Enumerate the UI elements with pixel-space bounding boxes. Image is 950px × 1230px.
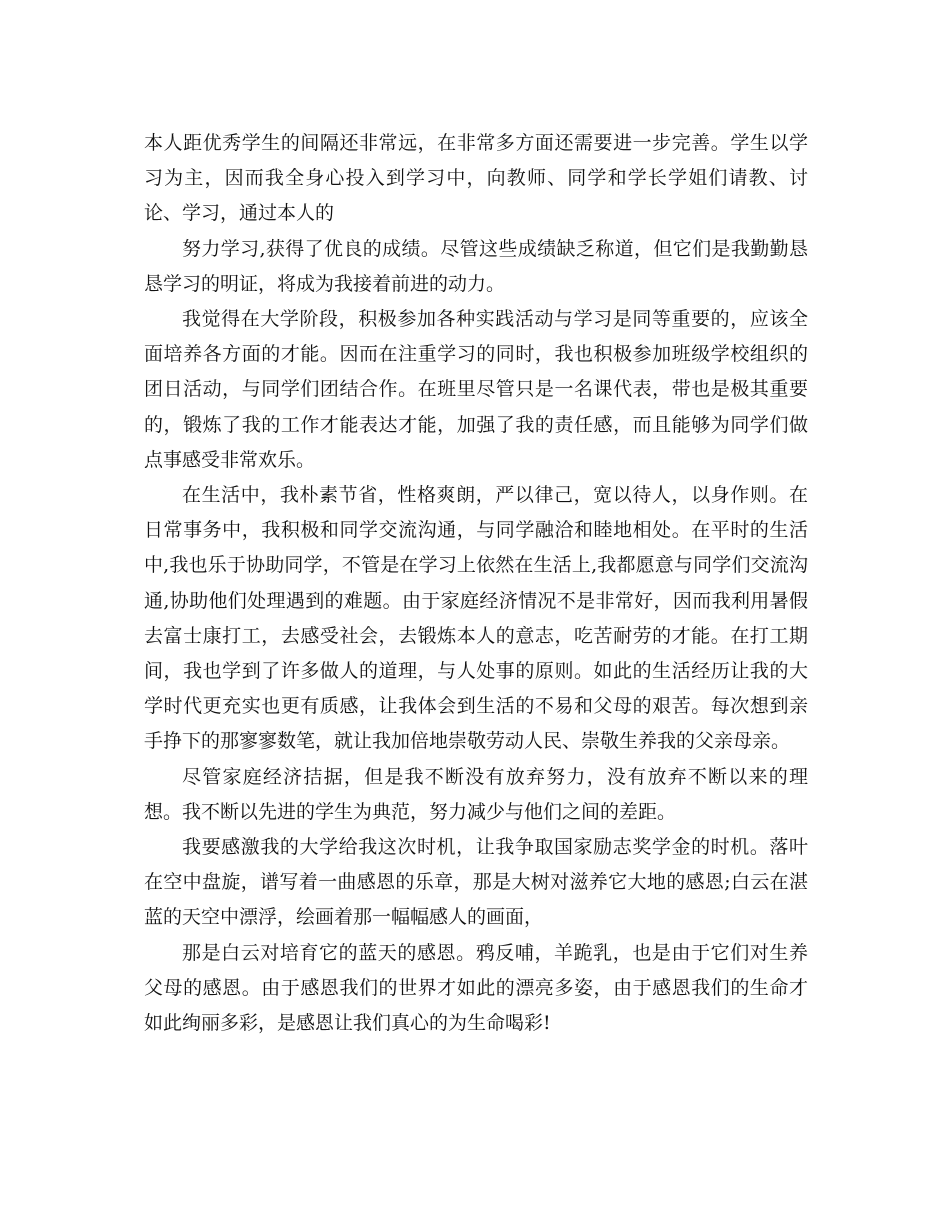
paragraph-2: 努力学习,获得了优良的成绩。尽管这些成绩缺乏称道，但它们是我勤勤恳恳学习的明证，将成为我接着前进的动力。: [144, 237, 808, 295]
paragraph-1: 本人距优秀学生的间隔还非常远，在非常多方面还需要进一步完善。学生以学习为主，因而我全身心投入到学习中，向教师、同学和学长学姐们请教、讨论、学习，通过本人的: [144, 132, 808, 225]
paragraph-3: 我觉得在大学阶段，积极参加各种实践活动与学习是同等重要的，应该全面培养各方面的才能。因而在注重学习的同时，我也积极参加班级学校组织的团日活动，与同学们团结合作。在班里尽管只是一名课代表，带也是极其重要的，锻炼了我的工作才能表达才能，加强了我的责任感，而且能够为同学们做点事感受非常欢乐。: [144, 308, 808, 471]
document-body: [144, 126, 808, 1041]
paragraph-7: 那是白云对培育它的蓝天的感恩。鸦反哺，羊跪乳，也是由于它们对生养父母的感恩。由于感恩我们的世界才如此的漂亮多姿，由于感恩我们的生命才如此绚丽多彩，是感恩让我们真心的为生命喝彩!: [144, 941, 808, 1035]
paragraph-5: 尽管家庭经济拮据，但是我不断没有放弃努力，没有放弃不断以来的理想。我不断以先进的学生为典范，努力减少与他们之间的差距。: [144, 765, 808, 823]
paragraph-6: 我要感激我的大学给我这次时机，让我争取国家励志奖学金的时机。落叶在空中盘旋，谱写着一曲感恩的乐章，那是大树对滋养它大地的感恩;白云在湛蓝的天空中漂浮，绘画着那一幅幅感人的画面，: [144, 836, 808, 929]
paragraph-4: 在生活中，我朴素节省，性格爽朗，严以律己，宽以待人，以身作则。在日常事务中，我积极和同学交流沟通，与同学融洽和睦地相处。在平时的生活中,我也乐于协助同学，不管是在学习上依然在生活上,我都愿意与同学们交流沟通,协助他们处理遇到的难题。由于家庭经济情况不是非常好，因而我利用暑假去富士康打工，去感受社会，去锻炼本人的意志，吃苦耐劳的才能。在打工期间，我也学到了许多做人的道理，与人处事的原则。如此的生活经历让我的大学时代更充实也更有质感，让我体会到生活的不易和父母的艰苦。每次想到亲手挣下的那寥寥数笔，就让我加倍地崇敬劳动人民、崇敬生养我的父亲母亲。: [144, 484, 808, 753]
